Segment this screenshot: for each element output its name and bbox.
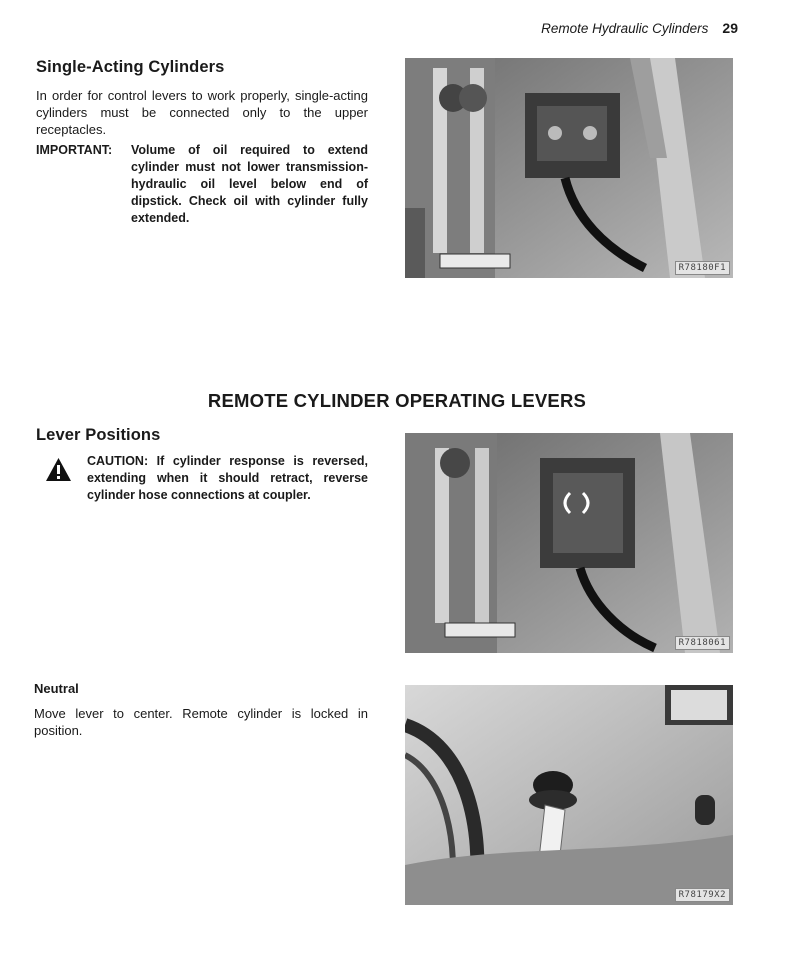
photo-code: R78180F1 [675, 261, 730, 275]
neutral-paragraph: Move lever to center. Remote cylinder is locked in position. [34, 706, 368, 738]
photo-coupler-rear-image [405, 58, 733, 278]
section-heading-single-acting: Single-Acting Cylinders [36, 58, 225, 76]
running-header [541, 20, 738, 36]
subheading-neutral: Neutral [34, 681, 79, 696]
photo-operator-lever [405, 685, 733, 905]
warning-triangle-icon [45, 457, 72, 482]
photo-coupler-rear [405, 58, 733, 278]
photo-coupler-levers-image [405, 433, 733, 653]
page-number: 29 [722, 20, 738, 36]
photo-operator-lever-image [405, 685, 733, 905]
single-acting-paragraph: In order for control levers to work properly, single-acting cylinders must be connected only to the upper receptacles. [36, 88, 368, 137]
caution-text: CAUTION: If cylinder response is reversed, extending when it should retract, reverse cylinder hose connections at coupler. [87, 454, 368, 502]
photo-code: R78179X2 [675, 888, 730, 902]
main-heading: REMOTE CYLINDER OPERATING LEVERS [207, 390, 587, 411]
running-header-title: Remote Hydraulic Cylinders [541, 21, 709, 36]
important-text: Volume of oil required to extend cylinder must not lower transmission-hydraulic oil level below end of dipstick. Check oil with cylinder fully extended. [131, 143, 368, 225]
photo-code: R7818061 [675, 636, 730, 650]
section-heading-lever-positions: Lever Positions [36, 426, 161, 444]
important-label: IMPORTANT: [36, 143, 113, 157]
photo-coupler-levers [405, 433, 733, 653]
